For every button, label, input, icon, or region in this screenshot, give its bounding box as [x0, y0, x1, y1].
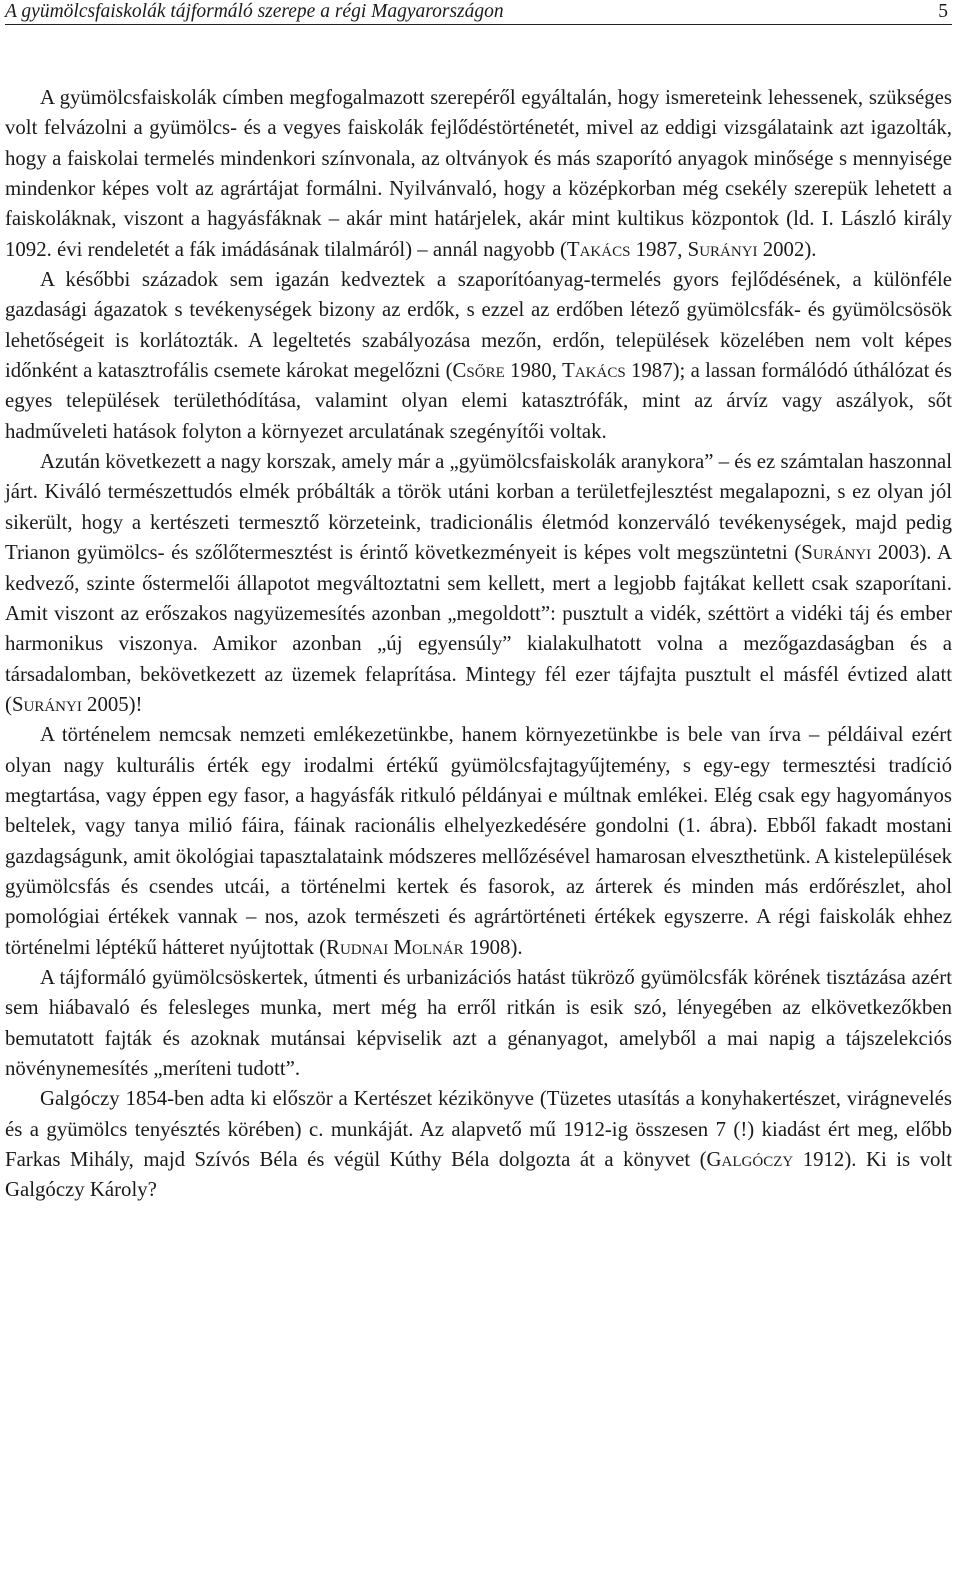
text-run: A történelem nemcsak nemzeti emlékezetünkbe, hanem környezetünkbe is bele van írva – példáival ezért olyan nagy kulturális érték egy irodalmi értékű gyümölcsfajtagyűjtemény, s egy-egy termesztési tradíció megtartása, vagy éppen egy fasor, a hagyásfák ritkuló példányai e múltnak emlékei. Elég csak egy hagyományos beltelek, vagy tanya milió fáira, fáinak racionális elhelyezkedésére gondolni (1. ábra). Ebből fakadt mostani gazdagságunk, amit ökológiai tapasztalataink módszeres mellőzésével hamarosan elveszthetünk. A kistelepülések gyümölcsfás és csendes utcái, a történelmi kertek és fasorok, az árterek és minden más erdőrészlet, ahol pomológiai értékek vannak – nos, azok természeti és agrártörténeti értékek egyszerre. A régi faiskolák ehhez történelmi léptékű hátteret nyújtottak ( — [5, 723, 952, 959]
text-run: 2003). A kedvező, szinte őstermelői állapotot megváltoztatni sem kellett, mert a legjobb fajtákat kellett csak szaporítani. Amit viszont az erőszakos nagyüzemesítés azonban „megoldott”: pusztult a vidék, széttört a vidéki táj és ember harmonikus viszonya. Amikor azonban „új egyensúly” kialakulhatott volna a mezőgazdaságban és a társadalomban, bekövetkezett az üzemek felaprítása. Mintegy fél ezer tájfajta pusztult el másfél évtized alatt ( — [5, 541, 952, 716]
paragraph — [5, 83, 952, 265]
author-citation: Takács — [562, 359, 626, 383]
author-citation: Surányi — [11, 692, 82, 716]
paragraph — [5, 963, 952, 1084]
paragraph — [5, 1084, 952, 1205]
text-run: 2002). — [757, 237, 817, 261]
author-citation: Surányi — [801, 541, 872, 565]
text-run: 1987); a lassan formálódó úthálózat és egyes települések területhódítása, valamint olyan elemi katasztrófák, mint az árvíz vagy aszályok, sőt hadműveleti hatások folyton a környezet arculatának szegényítői voltak. — [5, 359, 952, 443]
author-citation: Surányi — [687, 237, 758, 261]
author-citation: Galgóczy — [706, 1148, 794, 1172]
text-run: 1912). Ki is volt Galgóczy Károly? — [5, 1148, 952, 1202]
text-run: Azután következett a nagy korszak, amely már a „gyümölcsfaiskolák aranykora” – és ez számtalan haszonnal járt. Kiváló természettudós elmék próbálták a török utáni korban a területfejlesztést megalapozni, s ez olyan jól sikerült, hogy a kertészeti termesztő körzeteink, tradicionális életmód konzerváló tevékenységek, majd pedig Trianon gyümölcs- és szőlőtermesztést is érintő következményeit is képes volt megszüntetni ( — [5, 450, 952, 565]
text-run: A gyümölcsfaiskolák címben megfogalmazott szerepéről egyáltalán, hogy ismereteink lehessenek, szükséges volt felvázolni a gyümölcs- és a vegyes faiskolák fejlődéstörténetét, mivel az eddigi vizsgálataink azt igazolták, hogy a faiskolai termelés mindenkori színvonala, az oltványok és más szaporító anyagok minősége s mennyisége mindenkor képes volt az agrártájat formálni. Nyilvánvaló, hogy a középkorban még csekély szerepük lehetett a faiskoláknak, viszont a hagyásfáknak – akár mint határjelek, akár mint kultikus központok (ld. I. László király 1092. évi rendeletét a fák imádásának tilalmáról) – annál nagyobb ( — [5, 86, 952, 261]
text-run: 1908). — [463, 935, 523, 959]
author-citation: Csőre — [452, 359, 505, 383]
text-run: Galgóczy 1854-ben adta ki először a Kertészet kézikönyve (Tüzetes utasítás a konyhakertészet, virágnevelés és a gyümölcs tenyésztés körében) c. munkáját. Az alapvető mű 1912-ig összesen 7 (!) kiadást ért meg, előbb Farkas Mihály, majd Szívós Béla és végül Kúthy Béla dolgozta át a könyvet ( — [5, 1087, 952, 1172]
text-run: A tájformáló gyümölcsöskertek, útmenti és urbanizációs hatást tükröző gyümölcsfák körének tisztázása azért sem hiábavaló és felesleges munka, mert még ha erről ritkán is esik szó, lényegében az elkövetkezőkben bemutatott fajták és azoknak mutánsai képviselik azt a génanyagot, amelyből a mai napig a tájszelekciós növénynemesítés „meríteni tudott”. — [5, 965, 952, 1080]
page-number: 5 — [938, 1, 948, 22]
running-title: A gyümölcsfaiskolák tájformáló szerepe a régi Magyarországon — [5, 1, 504, 22]
body-text — [5, 83, 952, 1206]
author-citation: Takács — [566, 237, 631, 261]
text-run: 1980, — [504, 359, 563, 383]
text-run: A későbbi századok sem igazán kedveztek a szaporítóanyag-termelés gyors fejlődésének, a különféle gazdasági ágazatok s tevékenységek bizony az erdők, s ezzel az erdőben létező gyümölcsfák- és gyümölcsösök lehetőségeit is korlátozták. A legeltetés szabályozása mezőn, erdőn, települések közelében nem volt képes időnként a katasztrofális csemete károkat megelőzni ( — [5, 268, 952, 383]
author-citation: Rudnai Molnár — [326, 935, 464, 959]
paragraph — [5, 447, 952, 720]
running-header — [5, 0, 952, 25]
paragraph — [5, 265, 952, 447]
text-run: 2005)! — [81, 692, 143, 716]
text-run: 1987, — [630, 237, 688, 261]
paragraph — [5, 720, 952, 963]
